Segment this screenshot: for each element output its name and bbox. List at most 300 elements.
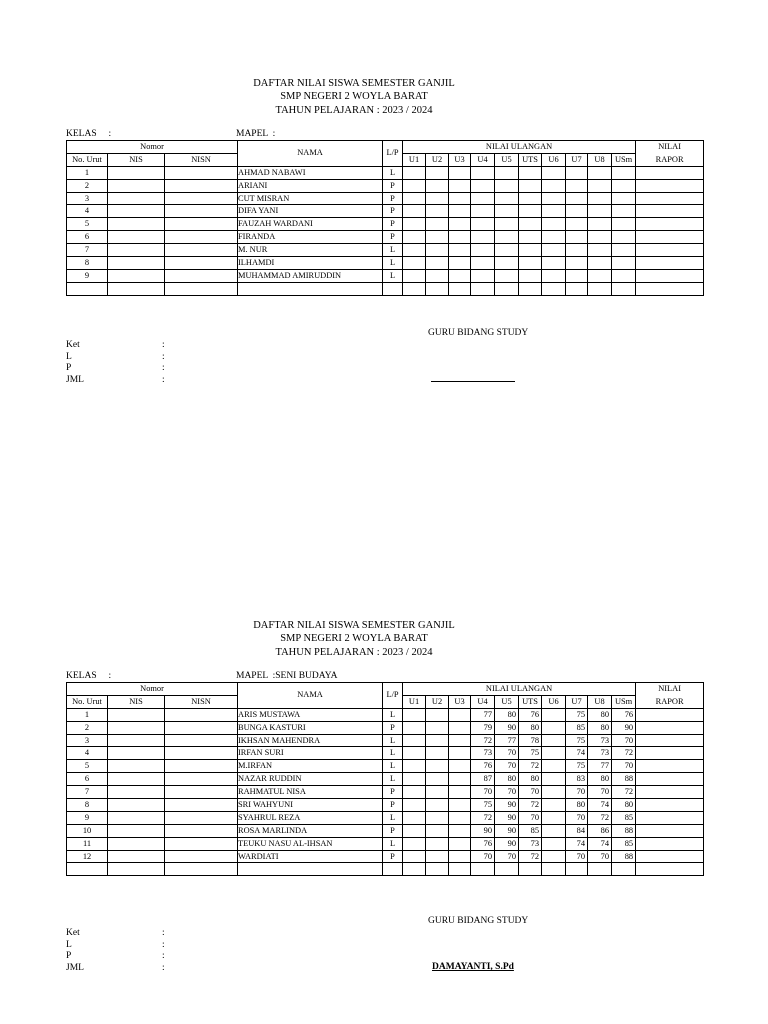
student-name: AHMAD NABAWI <box>238 166 383 179</box>
nisn-cell <box>165 850 238 863</box>
score-cell <box>495 244 519 257</box>
score-cell: 85 <box>566 721 588 734</box>
score-cell <box>449 747 471 760</box>
score-cell: 85 <box>612 811 636 824</box>
score-cell <box>542 218 566 231</box>
empty-cell <box>636 282 704 295</box>
nisn-cell <box>165 269 238 282</box>
sheet-title-line3: TAHUN PELAJARAN : 2023 / 2024 <box>275 105 433 116</box>
kelas-label: KELAS : <box>66 671 112 681</box>
table-row <box>67 837 704 850</box>
score-cell: 70 <box>612 760 636 773</box>
score-cell: 75 <box>519 747 542 760</box>
empty-cell <box>566 282 588 295</box>
score-cell <box>566 166 588 179</box>
table-row <box>67 257 704 270</box>
empty-cell <box>383 863 403 876</box>
nama-header: NAMA <box>238 683 383 709</box>
rapor-cell <box>636 773 704 786</box>
empty-cell <box>108 282 165 295</box>
student-name: ROSA MARLINDA <box>238 824 383 837</box>
nisn-cell <box>165 824 238 837</box>
score-col-header: U2 <box>426 153 449 166</box>
ket-colon: : <box>162 363 165 373</box>
score-cell <box>449 708 471 721</box>
score-cell: 72 <box>471 811 495 824</box>
nisn-cell <box>165 773 238 786</box>
table-row <box>67 205 704 218</box>
score-col-header: U2 <box>426 695 449 708</box>
ket-label: L <box>66 351 72 362</box>
ket-label: Ket <box>66 340 80 350</box>
score-cell <box>588 244 612 257</box>
score-cell <box>566 244 588 257</box>
score-cell: 72 <box>612 747 636 760</box>
empty-cell <box>67 863 108 876</box>
empty-cell <box>588 863 612 876</box>
nisn-cell <box>165 231 238 244</box>
score-cell <box>403 179 426 192</box>
gender-cell: L <box>383 811 403 824</box>
rapor-cell <box>636 734 704 747</box>
score-cell <box>449 192 471 205</box>
student-name: DIFA YANI <box>238 205 383 218</box>
score-cell: 70 <box>495 747 519 760</box>
score-cell: 70 <box>519 786 542 799</box>
table-row <box>67 179 704 192</box>
score-cell <box>403 269 426 282</box>
score-cell <box>542 231 566 244</box>
student-name: CUT MISRAN <box>238 192 383 205</box>
score-cell: 85 <box>612 837 636 850</box>
empty-cell <box>471 282 495 295</box>
score-cell <box>426 824 449 837</box>
sheet-title-line2: SMP NEGERI 2 WOYLA BARAT <box>280 633 428 644</box>
score-cell <box>426 734 449 747</box>
ket-colon: : <box>162 374 165 385</box>
score-cell <box>495 257 519 270</box>
score-col-header: U3 <box>449 695 471 708</box>
score-cell <box>519 205 542 218</box>
nisn-cell <box>165 708 238 721</box>
rapor-cell <box>636 837 704 850</box>
empty-cell <box>238 863 383 876</box>
nomor-header: Nomor <box>67 683 238 696</box>
score-cell <box>566 257 588 270</box>
ket-colon: : <box>162 351 165 362</box>
gender-cell: L <box>383 734 403 747</box>
nilai-header: NILAI <box>636 141 704 154</box>
empty-cell <box>612 282 636 295</box>
score-cell: 76 <box>612 708 636 721</box>
score-col-header: U4 <box>471 153 495 166</box>
mapel-label: MAPEL :SENI BUDAYA <box>236 671 338 681</box>
score-cell: 87 <box>471 773 495 786</box>
score-cell <box>403 837 426 850</box>
score-cell <box>542 734 566 747</box>
score-cell: 80 <box>566 799 588 812</box>
nis-cell <box>108 205 165 218</box>
score-cell <box>449 257 471 270</box>
score-col-header: U7 <box>566 695 588 708</box>
score-cell: 88 <box>612 824 636 837</box>
table-row <box>67 786 704 799</box>
rapor-cell <box>636 799 704 812</box>
nisn-cell <box>165 179 238 192</box>
empty-cell <box>426 282 449 295</box>
ket-label: P <box>66 363 72 373</box>
table-row <box>67 747 704 760</box>
gender-cell: P <box>383 192 403 205</box>
rapor-cell <box>636 850 704 863</box>
guru-label: GURU BIDANG STUDY <box>428 328 529 338</box>
sheet-title-line2: SMP NEGERI 2 WOYLA BARAT <box>280 91 428 102</box>
nisn-cell <box>165 799 238 812</box>
score-cell <box>403 786 426 799</box>
gender-cell: L <box>383 269 403 282</box>
score-cell: 80 <box>588 773 612 786</box>
score-cell: 70 <box>495 760 519 773</box>
empty-cell <box>165 282 238 295</box>
score-col-header: U6 <box>542 153 566 166</box>
score-cell: 72 <box>471 734 495 747</box>
score-cell: 77 <box>495 734 519 747</box>
student-name: BUNGA KASTURI <box>238 721 383 734</box>
score-cell <box>449 837 471 850</box>
score-cell: 70 <box>471 850 495 863</box>
score-cell <box>542 205 566 218</box>
score-col-header: U3 <box>449 153 471 166</box>
score-cell <box>612 166 636 179</box>
score-cell <box>449 166 471 179</box>
no-urut-header: No. Urut <box>67 695 108 708</box>
score-cell: 73 <box>588 747 612 760</box>
gender-cell: L <box>383 773 403 786</box>
ket-colon: : <box>162 939 165 950</box>
score-col-header: UTS <box>519 153 542 166</box>
table-row <box>67 269 704 282</box>
score-cell <box>403 218 426 231</box>
score-cell <box>495 192 519 205</box>
score-cell <box>426 244 449 257</box>
score-cell <box>403 192 426 205</box>
student-name: ARIS MUSTAWA <box>238 708 383 721</box>
row-number: 6 <box>67 773 108 786</box>
score-cell <box>426 192 449 205</box>
score-cell <box>403 231 426 244</box>
row-number: 1 <box>67 708 108 721</box>
score-cell <box>588 231 612 244</box>
row-number: 2 <box>67 721 108 734</box>
score-cell <box>542 257 566 270</box>
score-col-header: U1 <box>403 153 426 166</box>
score-cell: 74 <box>588 837 612 850</box>
score-cell <box>403 166 426 179</box>
score-cell <box>449 721 471 734</box>
nis-cell <box>108 257 165 270</box>
score-cell <box>612 231 636 244</box>
gender-cell: P <box>383 824 403 837</box>
table-row <box>67 850 704 863</box>
score-cell: 80 <box>519 773 542 786</box>
student-name: RAHMATUL NISA <box>238 786 383 799</box>
rapor-cell <box>636 721 704 734</box>
row-number: 10 <box>67 824 108 837</box>
score-cell <box>566 269 588 282</box>
score-cell: 88 <box>612 773 636 786</box>
score-cell: 70 <box>612 734 636 747</box>
student-name: WARDIATI <box>238 850 383 863</box>
score-cell: 73 <box>588 734 612 747</box>
nis-cell <box>108 192 165 205</box>
row-number: 8 <box>67 799 108 812</box>
score-cell <box>542 799 566 812</box>
score-cell <box>426 218 449 231</box>
score-cell <box>588 257 612 270</box>
score-cell <box>542 244 566 257</box>
ket-colon: : <box>162 951 165 961</box>
rapor-cell <box>636 269 704 282</box>
table-row <box>67 166 704 179</box>
rapor-cell <box>636 747 704 760</box>
table-row <box>67 721 704 734</box>
student-name: FAUZAH WARDANI <box>238 218 383 231</box>
rapor-cell <box>636 192 704 205</box>
nis-cell <box>108 824 165 837</box>
score-cell <box>449 760 471 773</box>
nisn-cell <box>165 747 238 760</box>
score-cell <box>403 799 426 812</box>
score-col-header: U8 <box>588 153 612 166</box>
nisn-header: NISN <box>165 153 238 166</box>
table-row <box>67 799 704 812</box>
row-number: 1 <box>67 166 108 179</box>
score-cell <box>519 244 542 257</box>
student-name: M. NUR <box>238 244 383 257</box>
nis-cell <box>108 166 165 179</box>
ket-labels <box>66 340 84 386</box>
score-cell <box>471 218 495 231</box>
score-cell <box>449 269 471 282</box>
score-cell: 90 <box>471 824 495 837</box>
score-cell <box>426 773 449 786</box>
empty-cell <box>67 282 108 295</box>
score-cell: 80 <box>495 708 519 721</box>
empty-cell <box>636 863 704 876</box>
score-cell: 90 <box>495 799 519 812</box>
score-cell <box>449 786 471 799</box>
ket-colons <box>162 928 165 974</box>
score-cell <box>403 244 426 257</box>
score-cell <box>403 708 426 721</box>
score-cell: 74 <box>588 799 612 812</box>
nisn-header: NISN <box>165 695 238 708</box>
score-cell <box>612 218 636 231</box>
score-cell <box>426 811 449 824</box>
student-name: M.IRFAN <box>238 760 383 773</box>
nisn-cell <box>165 218 238 231</box>
nisn-cell <box>165 205 238 218</box>
score-cell <box>403 257 426 270</box>
score-cell: 72 <box>519 760 542 773</box>
guru-label: GURU BIDANG STUDY <box>428 916 529 926</box>
score-cell: 84 <box>566 824 588 837</box>
sheet-title-line3: TAHUN PELAJARAN : 2023 / 2024 <box>275 647 433 658</box>
score-cell: 72 <box>519 799 542 812</box>
grade-table <box>66 140 704 296</box>
student-name: NAZAR RUDDIN <box>238 773 383 786</box>
ket-label: Ket <box>66 928 80 938</box>
score-cell <box>471 179 495 192</box>
table-row <box>67 708 704 721</box>
score-cell <box>449 218 471 231</box>
student-name: MUHAMMAD AMIRUDDIN <box>238 269 383 282</box>
row-number: 3 <box>67 192 108 205</box>
score-cell <box>471 231 495 244</box>
nis-cell <box>108 179 165 192</box>
score-cell: 75 <box>566 708 588 721</box>
nisn-cell <box>165 837 238 850</box>
score-cell: 76 <box>519 708 542 721</box>
rapor-cell <box>636 760 704 773</box>
empty-cell <box>519 282 542 295</box>
empty-cell <box>566 863 588 876</box>
table-row <box>67 282 704 295</box>
score-cell <box>612 257 636 270</box>
grade-table <box>66 682 704 876</box>
nilai-ulangan-header: NILAI ULANGAN <box>403 683 636 696</box>
nilai-header: NILAI <box>636 683 704 696</box>
student-name: TEUKU NASU AL-IHSAN <box>238 837 383 850</box>
score-cell <box>403 205 426 218</box>
score-cell: 75 <box>566 734 588 747</box>
score-cell <box>495 179 519 192</box>
nis-cell <box>108 786 165 799</box>
score-cell <box>542 760 566 773</box>
gender-cell: P <box>383 205 403 218</box>
row-number: 9 <box>67 811 108 824</box>
nisn-cell <box>165 257 238 270</box>
lp-header: L/P <box>383 683 403 709</box>
score-cell <box>519 166 542 179</box>
score-cell <box>542 747 566 760</box>
score-cell: 83 <box>566 773 588 786</box>
empty-cell <box>238 282 383 295</box>
score-cell <box>495 166 519 179</box>
score-cell <box>426 837 449 850</box>
score-cell <box>542 721 566 734</box>
table-row <box>67 811 704 824</box>
gender-cell: L <box>383 244 403 257</box>
score-cell <box>471 269 495 282</box>
rapor-cell <box>636 708 704 721</box>
table-row <box>67 244 704 257</box>
nis-header: NIS <box>108 153 165 166</box>
nisn-cell <box>165 734 238 747</box>
score-col-header: USm <box>612 153 636 166</box>
empty-cell <box>403 863 426 876</box>
gender-cell: L <box>383 708 403 721</box>
score-cell <box>449 811 471 824</box>
row-number: 9 <box>67 269 108 282</box>
score-cell: 90 <box>495 721 519 734</box>
empty-cell <box>449 863 471 876</box>
score-cell: 73 <box>471 747 495 760</box>
score-cell: 79 <box>471 721 495 734</box>
nis-cell <box>108 760 165 773</box>
score-col-header: UTS <box>519 695 542 708</box>
score-cell <box>588 205 612 218</box>
score-cell <box>426 257 449 270</box>
score-cell: 70 <box>471 786 495 799</box>
score-cell <box>495 269 519 282</box>
score-cell: 70 <box>566 850 588 863</box>
row-number: 11 <box>67 837 108 850</box>
score-cell <box>542 811 566 824</box>
ket-label: L <box>66 939 72 950</box>
score-cell <box>449 179 471 192</box>
score-cell: 74 <box>566 747 588 760</box>
ket-label: JML <box>66 962 84 973</box>
rapor-cell <box>636 257 704 270</box>
empty-cell <box>449 282 471 295</box>
student-name: IKHSAN MAHENDRA <box>238 734 383 747</box>
score-cell <box>542 179 566 192</box>
score-cell <box>403 747 426 760</box>
rapor-cell <box>636 218 704 231</box>
rapor-header: RAPOR <box>636 695 704 708</box>
score-cell: 76 <box>471 760 495 773</box>
nomor-header: Nomor <box>67 141 238 154</box>
score-cell <box>403 721 426 734</box>
score-cell <box>612 269 636 282</box>
score-cell <box>566 231 588 244</box>
row-number: 8 <box>67 257 108 270</box>
score-col-header: U7 <box>566 153 588 166</box>
score-cell: 80 <box>588 708 612 721</box>
empty-cell <box>165 863 238 876</box>
nis-cell <box>108 734 165 747</box>
score-cell: 77 <box>471 708 495 721</box>
nis-cell <box>108 850 165 863</box>
score-cell <box>566 179 588 192</box>
score-cell <box>403 811 426 824</box>
table-row <box>67 218 704 231</box>
table-row <box>67 192 704 205</box>
nis-cell <box>108 218 165 231</box>
score-cell <box>449 231 471 244</box>
nisn-cell <box>165 166 238 179</box>
lp-header: L/P <box>383 141 403 167</box>
score-cell <box>449 205 471 218</box>
score-cell: 74 <box>566 837 588 850</box>
gender-cell: L <box>383 837 403 850</box>
nisn-cell <box>165 721 238 734</box>
score-cell: 90 <box>495 824 519 837</box>
score-col-header: U5 <box>495 153 519 166</box>
gender-cell: P <box>383 721 403 734</box>
score-cell: 70 <box>588 850 612 863</box>
score-cell: 88 <box>612 850 636 863</box>
score-cell: 70 <box>495 850 519 863</box>
empty-cell <box>542 282 566 295</box>
score-cell: 80 <box>495 773 519 786</box>
no-urut-header: No. Urut <box>67 153 108 166</box>
row-number: 3 <box>67 734 108 747</box>
score-cell <box>542 192 566 205</box>
score-cell <box>566 218 588 231</box>
gender-cell: L <box>383 747 403 760</box>
